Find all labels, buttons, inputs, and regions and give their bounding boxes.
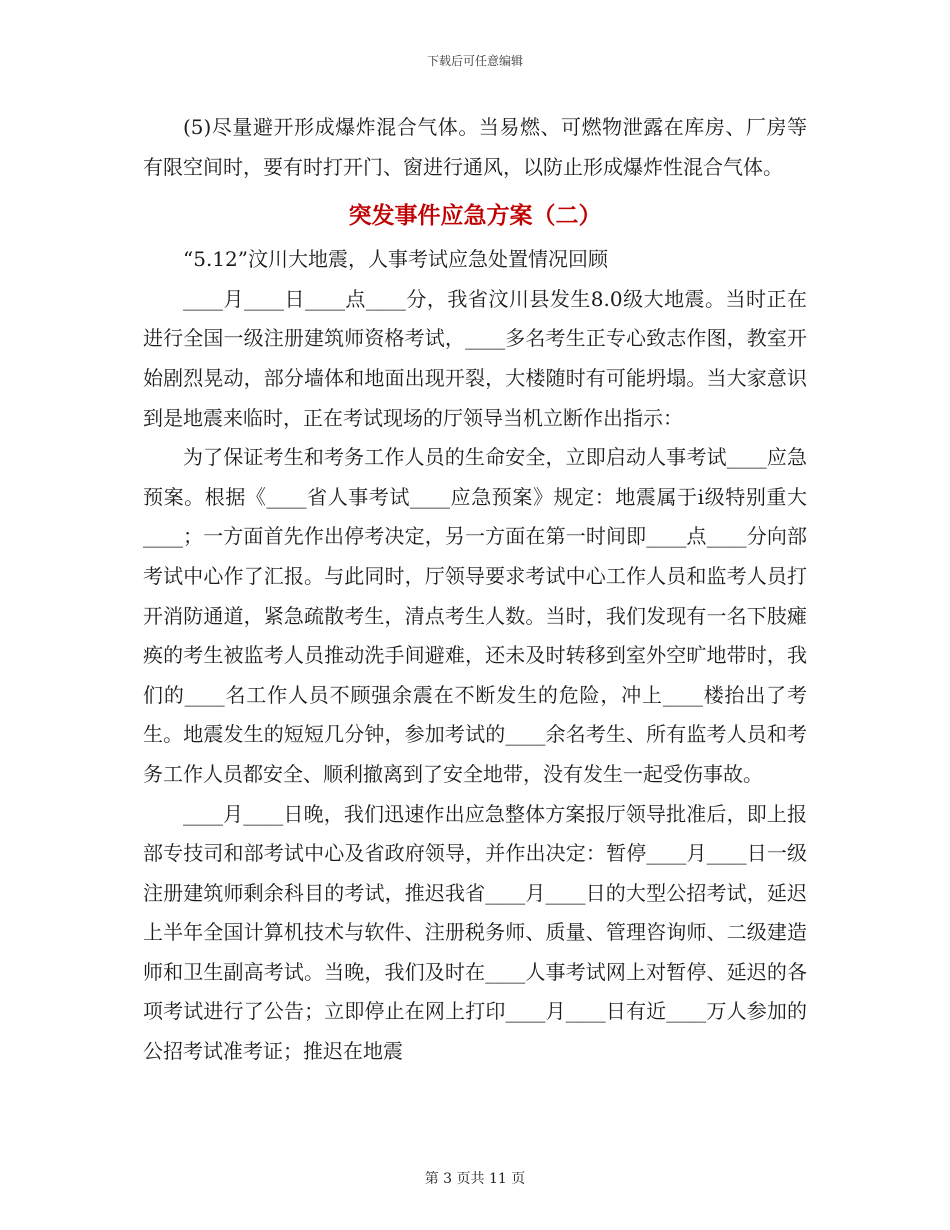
document-body xyxy=(143,108,807,1072)
paragraph-emergency-response: 为了保证考生和考务工作人员的生命安全，立即启动人事考试____应急预案。根据《____省人事考试____应急预案》规定：地震属于i级特别重大____；一方面首先作出停考决定，另一方面在第一时间即____点____分向部考试中心作了汇报。与此同时，厅领导要求考试中心工作人员和监考人员打开消防通道，紧急疏散考生，清点考生人数。当时，我们发现有一名下肢瘫痪的考生被监考人员推动洗手间避难，还未及时转移到室外空旷地带时，我们的____名工作人员不顾强余震在不断发生的危险，冲上____楼抬出了考生。地震发生的短短几分钟，参加考试的____余名考生、所有监考人员和考务工作人员都安全、顺利撤离到了安全地带，没有发生一起受伤事故。 xyxy=(143,445,807,786)
paragraph-explosion-prevention: (5)尽量避开形成爆炸混合气体。当易燃、可燃物泄露在库房、厂房等有限空间时，要有时打开门、窗进行通风，以防止形成爆炸性混合气体。 xyxy=(143,115,807,179)
section-title: 突发事件应急方案（二） xyxy=(348,202,602,230)
paragraph-earthquake-occurrence: ____月____日____点____分，我省汶川县发生8.0级大地震。当时正在进行全国一级注册建筑师资格考试，____多名考生正专心致志作图，教室开始剧烈晃动，部分墙体和地面出现开裂，大楼随时有可能坍塌。当大家意识到是地震来临时，正在考试现场的厅领导当机立断作出指示： xyxy=(143,286,807,430)
paragraph-review-heading: “5.12”汶川大地震，人事考试应急处置情况回顾 xyxy=(183,247,608,272)
page-header: 下载后可任意编辑 xyxy=(426,54,523,68)
page-footer: 第 3 页共 11 页 xyxy=(424,1171,526,1187)
paragraph-follow-up-decisions: ____月____日晚，我们迅速作出应急整体方案报厅领导批准后，即上报部专技司和部考试中心及省政府领导，并作出决定：暂停____月____日一级注册建筑师剩余科目的考试，推迟我省____月____日的大型公招考试，延迟上半年全国计算机技术与软件、注册税务师、质量、管理咨询师、二级建造师和卫生副高考试。当晚，我们及时在____人事考试网上对暂停、延迟的各项考试进行了公告；立即停止在网上打印____月____日有近____万人参加的公招考试准考证；推迟在地震 xyxy=(143,801,807,1064)
